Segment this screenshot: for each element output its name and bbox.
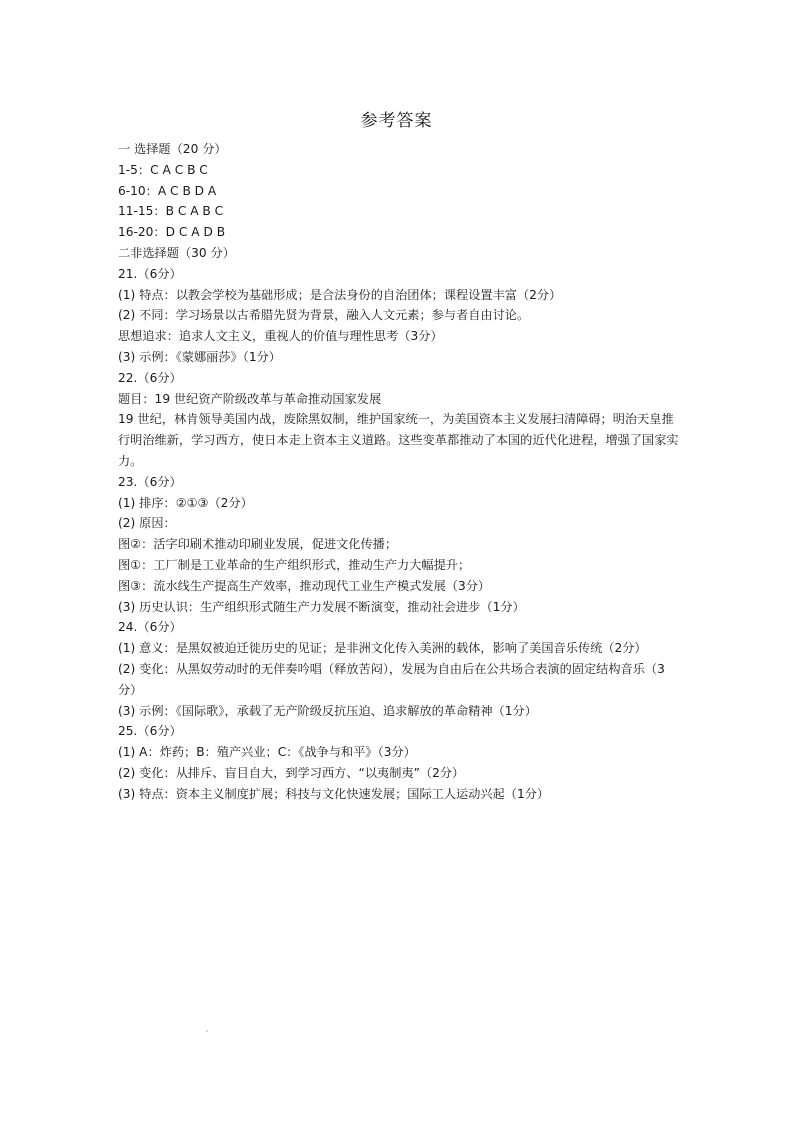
- question-number: 24.（6分）: [118, 620, 182, 635]
- page-title: 参考答案: [360, 111, 433, 131]
- answer-line: 图③：流水线生产提高生产效率，推动现代工业生产模式发展（3分）: [118, 578, 491, 593]
- answer-line: 6-10：A C B D A: [118, 183, 217, 198]
- answer-line: (1) 特点：以教会学校为基础形成；是合法身份的自治团体；课程设置丰富（2分）: [118, 287, 562, 302]
- answer-line: (1) A：炸药；B：殖产兴业；C：《战争与和平》（3分）: [118, 745, 416, 760]
- answer-paragraph: 19 世纪，林肯领导美国内战，废除黑奴制，维护国家统一，为美国资本主义发展扫清障碍；明治天皇推行明治维新，学习西方，使日本走上资本主义道路。这些变革都推动了本国的近代化进程，增强了国家实力。: [118, 412, 679, 468]
- answer-line: 思想追求：追求人文主义，重视人的价值与理性思考（3分）: [118, 329, 443, 344]
- answer-line: (3) 历史认识：生产组织形式随生产力发展不断演变，推动社会进步（1分）: [118, 599, 525, 614]
- answer-line: (3) 示例：《国际歌》，承载了无产阶级反抗压迫、追求解放的革命精神（1分）: [118, 703, 537, 718]
- answer-line: (2) 不同：学习场景以古希腊先贤为背景，融入人文元素；参与者自由讨论。: [118, 308, 530, 323]
- answer-line: 题目：19 世纪资产阶级改革与革命推动国家发展: [118, 391, 382, 406]
- answer-line: (1) 意义：是黑奴被迫迁徙历史的见证；是非洲文化传入美洲的载体，影响了美国音乐传统（2分）: [118, 641, 647, 656]
- question-number: 25.（6分）: [118, 724, 182, 739]
- answer-line: 图②：活字印刷术推动印刷业发展，促进文化传播；: [118, 537, 398, 552]
- question-number: 22.（6分）: [118, 370, 182, 385]
- answer-line: 11-15：B C A B C: [118, 204, 224, 219]
- section-heading-nonchoice: 二非选择题（30 分）: [118, 245, 235, 260]
- answer-content: [118, 139, 680, 805]
- answer-line: 1-5：C A C B C: [118, 162, 208, 177]
- answer-line: (3) 示例：《蒙娜丽莎》（1分）: [118, 349, 281, 364]
- answer-line: 图①：工厂制是工业革命的生产组织形式，推动生产力大幅提升；: [118, 557, 471, 572]
- scan-speck: [206, 1030, 208, 1032]
- section-heading-choice: 一 选择题（20 分）: [118, 142, 227, 156]
- answer-line: (3) 特点：资本主义制度扩展；科技与文化快速发展；国际工人运动兴起（1分）: [118, 786, 550, 801]
- answer-line: 16-20：D C A D B: [118, 225, 226, 240]
- answer-line: (2) 变化：从黑奴劳动时的无伴奏吟唱（释放苦闷），发展为自由后在公共场合表演的固定结构音乐（3分）: [118, 661, 665, 697]
- answer-line: (1) 排序：②①③（2分）: [118, 495, 253, 510]
- question-number: 23.（6分）: [118, 474, 182, 489]
- answer-line: (2) 原因：: [118, 516, 176, 531]
- question-number: 21.（6分）: [118, 266, 182, 281]
- answer-line: (2) 变化：从排斥、盲目自大，到学习西方、“以夷制夷”（2分）: [118, 765, 465, 780]
